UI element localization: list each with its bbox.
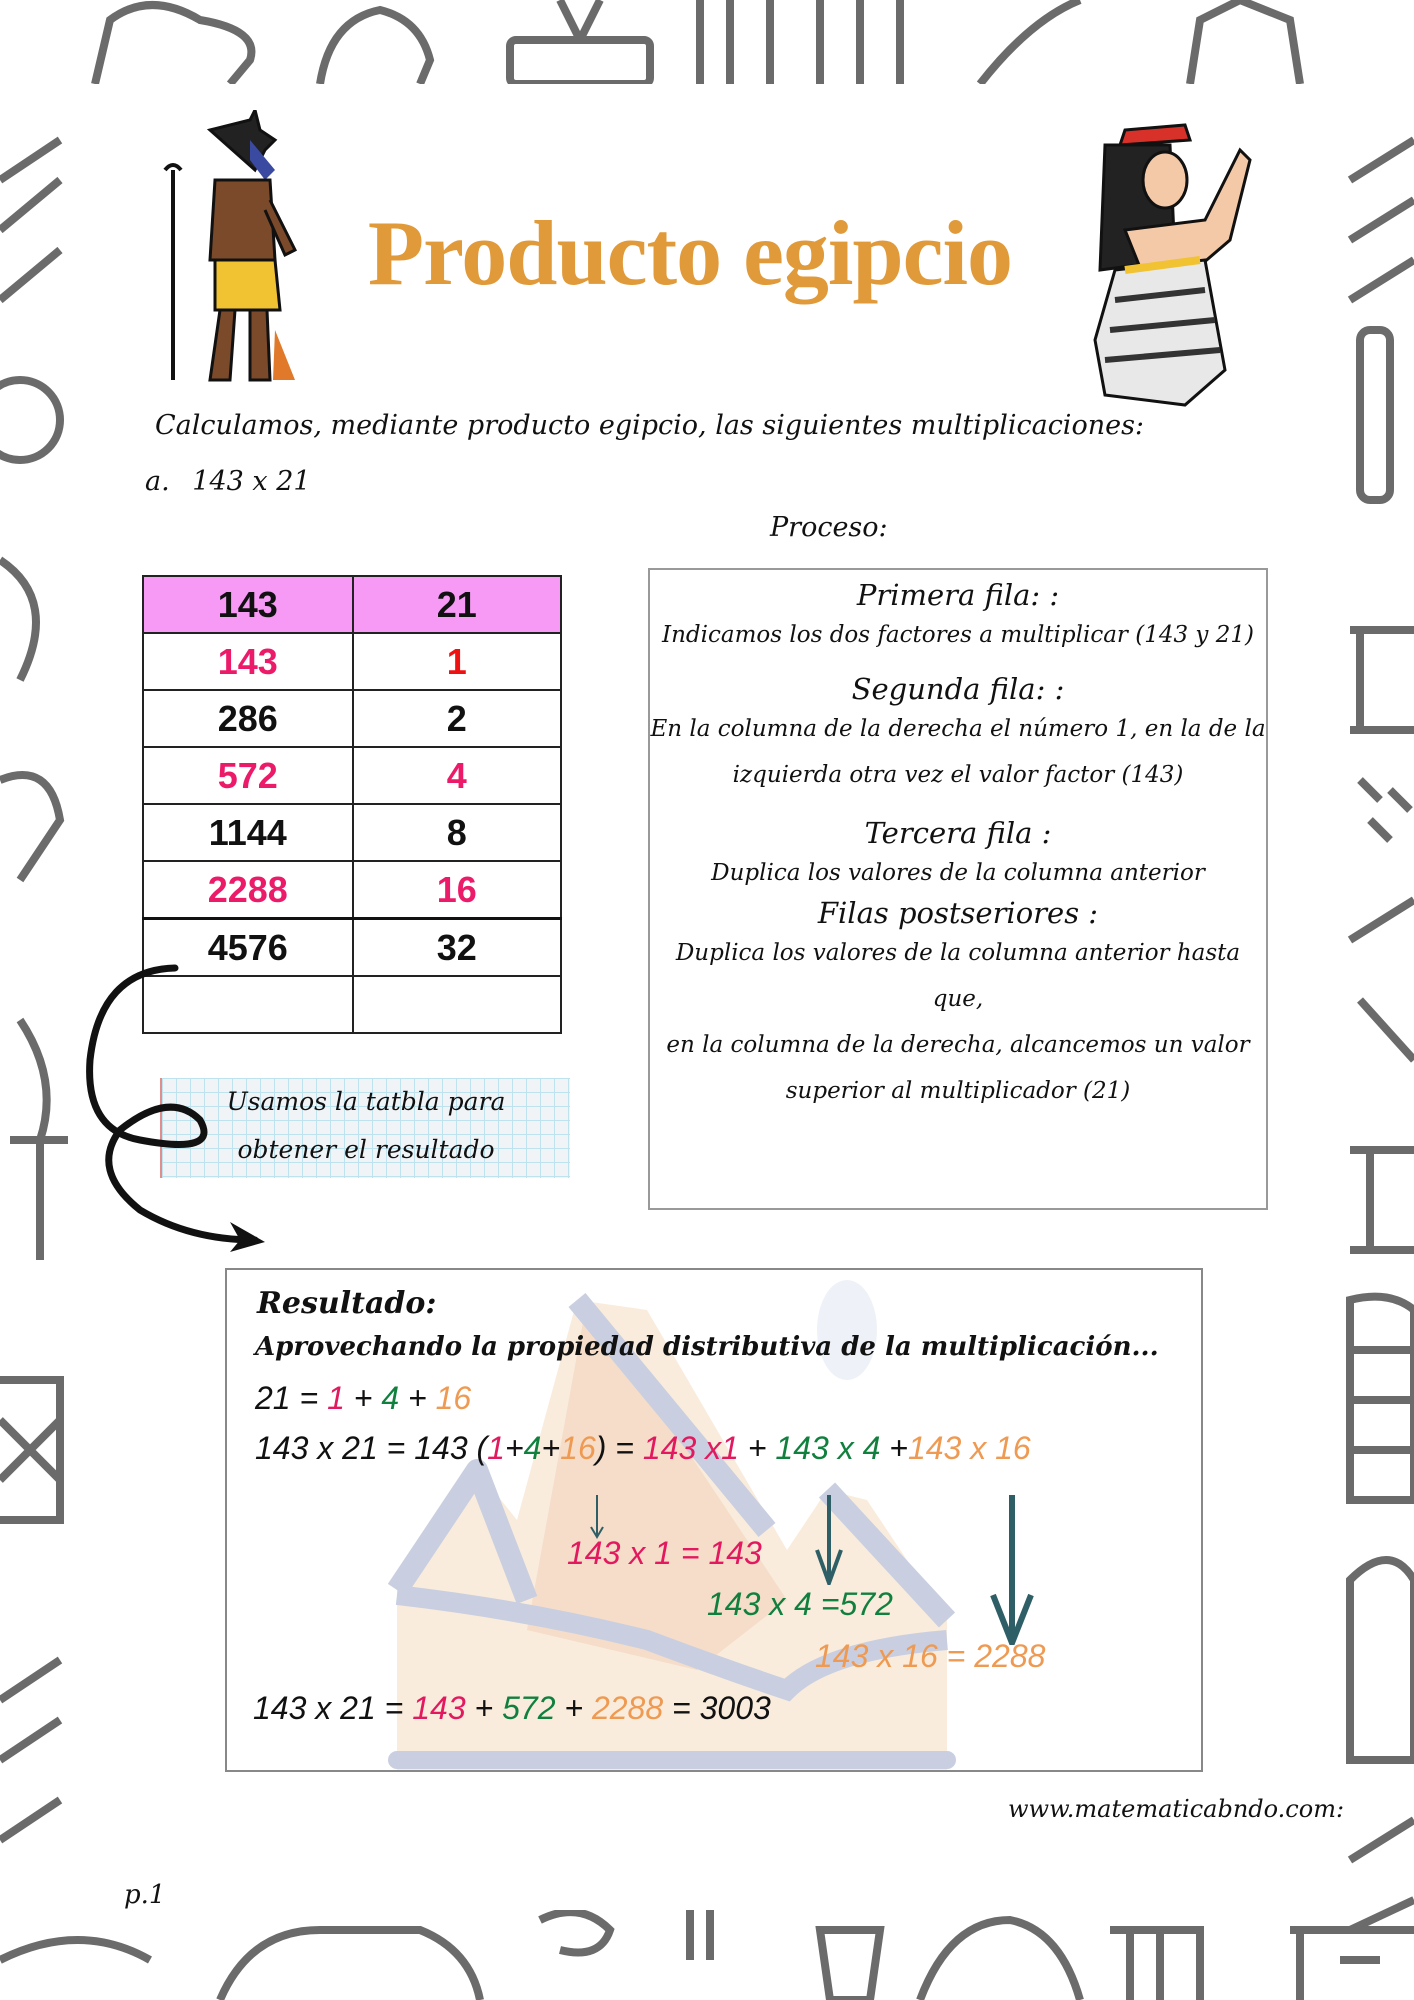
step-text: En la columna de la derecha el número 1, en la de la [650,716,1266,742]
table-row [143,690,561,747]
result-box [225,1268,1203,1772]
table-header-row [143,576,561,633]
decomp-term: 1 [327,1380,345,1416]
anubis-illustration [155,110,305,390]
arrow-down-icon [987,1495,1037,1645]
plus-sign: + [880,1430,908,1466]
table-cell-left: 2288 [143,861,353,919]
arrow-down-icon [812,1495,846,1585]
decomp-lhs: 21 = [255,1380,328,1416]
final-lhs: 143 x 21 = [253,1690,413,1726]
table-row [143,747,561,804]
step-text: Indicamos los dos factores a multiplicar (143 y 21) [662,622,1254,648]
table-cell-right: 8 [353,804,561,861]
table-cell-left: 143 [143,633,353,690]
step-heading: Tercera fila : [864,816,1052,850]
final-term: 143 [412,1690,466,1726]
table-cell-right [353,976,561,1033]
website-link[interactable]: www.matematicabndo.com: [1008,1795,1345,1823]
decomposition-line [255,1380,471,1417]
step-text: superior al multiplicador (21) [785,1078,1131,1104]
plus-sign: + [504,1430,524,1466]
table-cell-multiplier: 21 [353,576,561,633]
note-line: Usamos la tatbla para [226,1087,506,1116]
final-term: 572 [502,1690,556,1726]
plus-sign: + [738,1430,776,1466]
partial-product-2: 143 x 4 =572 [707,1586,893,1622]
page-title: Producto egipcio [367,202,1013,304]
result-title: Resultado: [257,1286,437,1321]
plus-sign: + [344,1380,382,1416]
instructions-text: Calculamos, mediante producto egipcio, las siguientes multiplicaciones: [155,410,1145,441]
step-text: Duplica los valores de la columna anterior hasta que, [675,940,1241,1012]
distrib-term: 1 [487,1430,505,1466]
product-term: 143 x 4 [775,1430,881,1466]
table-cell-right: 1 [353,633,561,690]
distrib-term: 4 [523,1430,542,1466]
distrib-term: 16 [560,1430,596,1466]
decomp-term: 4 [381,1380,400,1416]
final-answer: = 3003 [663,1690,771,1726]
table-cell-right: 2 [353,690,561,747]
step-heading: Segunda fila: : [851,672,1065,706]
step-text: Duplica los valores de la columna anterior [711,860,1205,886]
page-number: p.1 [124,1880,166,1910]
decomp-term: 16 [435,1380,472,1416]
plus-sign: + [555,1690,592,1726]
distributive-line [255,1430,1031,1467]
product-term: 143 x 16 [907,1430,1031,1466]
process-label: Proceso: [770,512,888,543]
step-heading: Filas postseriores : [817,896,1099,930]
product-term: 143 x1 [642,1430,739,1466]
distrib-close: ) = [595,1430,643,1466]
table-cell-right: 32 [353,919,561,977]
note-line: obtener el resultado [237,1135,495,1164]
table-cell-left: 572 [143,747,353,804]
final-result-line [253,1690,771,1727]
arrow-down-icon [587,1495,607,1540]
table-cell-right: 16 [353,861,561,919]
distrib-lhs: 143 x 21 = 143 ( [255,1430,488,1466]
table-row [143,633,561,690]
process-explanation-box [648,568,1268,1210]
exercise-a [145,466,311,497]
exercise-label: a. [145,466,170,497]
plus-sign: + [465,1690,503,1726]
table-row [143,804,561,861]
table-cell-left: 4576 [143,919,353,977]
curly-arrow-icon [80,960,280,1260]
table-cell-right: 4 [353,747,561,804]
plus-sign: + [541,1430,561,1466]
plus-sign: + [399,1380,436,1416]
step-text: en la columna de la derecha, alcancemos un valor [666,1032,1250,1058]
egyptian-woman-illustration [1085,120,1260,410]
table-row [143,861,561,919]
table-cell-left: 1144 [143,804,353,861]
result-subtitle: Aprovechando la propiedad distributiva de la multiplicación... [255,1332,1159,1362]
partial-product-1: 143 x 1 = 143 [567,1535,762,1571]
step-heading: Primera fila: : [856,578,1060,612]
exercise-expression: 143 x 21 [192,466,311,497]
partial-product-3: 143 x 16 = 2288 [815,1638,1046,1674]
final-term: 2288 [591,1690,664,1726]
step-text: izquierda otra vez el valor factor (143) [732,762,1184,788]
table-cell-multiplicand: 143 [143,576,353,633]
table-cell-left: 286 [143,690,353,747]
